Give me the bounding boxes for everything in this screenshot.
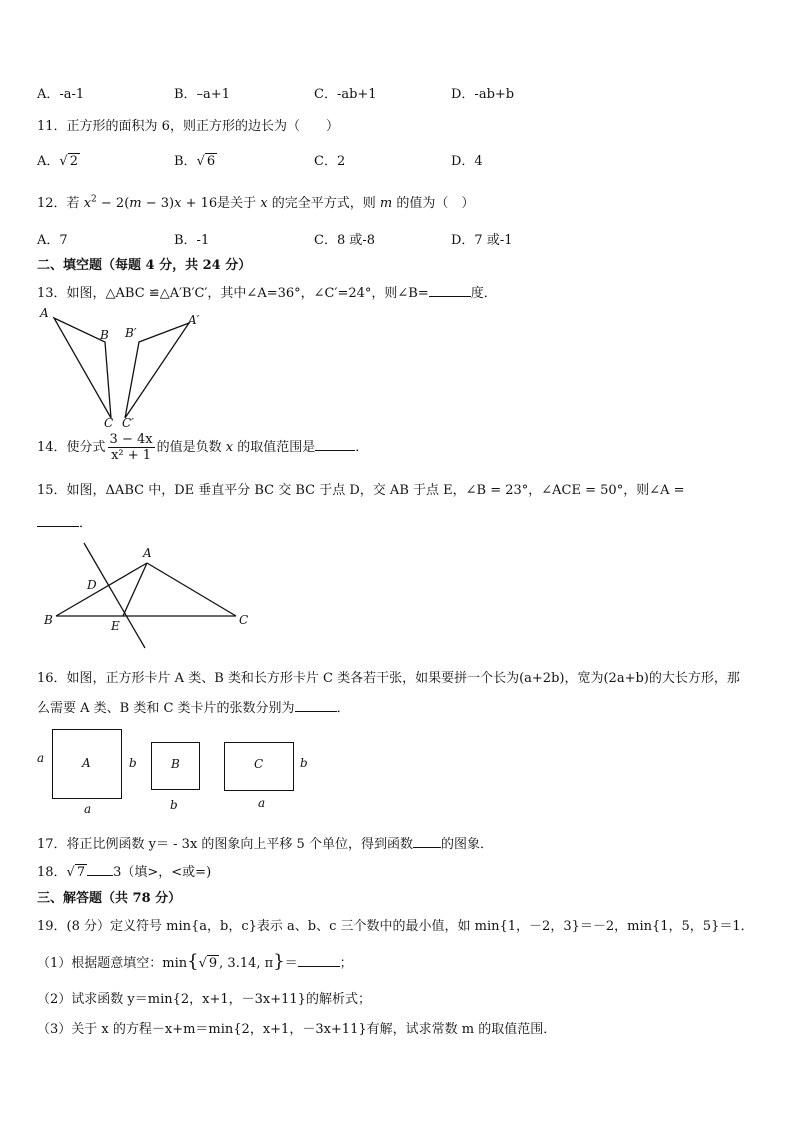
q10-option-a: A．-a-1: [37, 87, 85, 102]
card-a: [52, 729, 122, 799]
q12-option-b: B．-1: [174, 233, 210, 248]
q19-part1-answer-blank[interactable]: [298, 965, 340, 967]
q11-options: [37, 150, 757, 170]
q17-stem: [37, 833, 493, 852]
label-c: C: [239, 613, 249, 627]
q11-option-a: [37, 150, 80, 169]
q12-expr-mid: − 2(: [96, 196, 130, 211]
segment-ae: [123, 563, 147, 616]
q18-prefix: 18．: [37, 865, 67, 880]
card-a-side-label: a: [37, 751, 45, 765]
q16-line2-after: ．: [336, 701, 350, 716]
q11-option-b-label: B．: [174, 154, 197, 169]
card-c: [224, 742, 294, 791]
q13-stem: [37, 282, 497, 301]
q12-prefix: 12．若: [37, 196, 84, 211]
q16-line2-before: 么需要 A 类、B 类和 C 类卡片的张数分别为: [37, 701, 295, 716]
card-b: [151, 742, 200, 790]
segment-ba: [56, 563, 147, 616]
q14-end: ．: [355, 440, 369, 455]
q14-fraction: [108, 432, 155, 463]
q18-answer-blank[interactable]: [87, 874, 113, 876]
q10-option-c: C．-ab+1: [314, 87, 377, 102]
q13-triangles-figure: [36, 305, 216, 430]
q19-part1-eq: ＝: [284, 956, 298, 971]
q15-end: ．: [79, 516, 93, 531]
q13-text-before: 13．如图，△ABC ≌△A′B′C′，其中∠A=36°，∠C′=24°，则∠B=: [37, 286, 429, 301]
q12-var-m: m: [129, 196, 142, 211]
q17-answer-blank[interactable]: [413, 846, 441, 848]
q18-radicand: 7: [76, 865, 86, 880]
q12-text-mid2: 的完全平方式，则: [267, 196, 380, 211]
q15-triangle-figure: [36, 540, 256, 652]
q12-option-c: C．8 或-8: [314, 233, 376, 248]
label-b-prime: B′: [125, 326, 137, 340]
q12-stem: [37, 192, 474, 211]
q11-option-b: [174, 150, 217, 169]
q14-prefix: 14．使分式: [37, 440, 106, 455]
q19-part2: （2）试求函数 y＝min{2，x+1，－3x+11}的解析式；: [37, 992, 371, 1007]
card-a-right-label: b: [129, 756, 137, 770]
q19-intro: 19．(8 分）定义符号 min{a，b，c}表示 a、b、c 三个数中的最小值，如 min{1，－2，3}＝－2，min{1，5，5}＝1．: [37, 919, 754, 934]
q18-after: 3（填>，<或=): [113, 865, 212, 880]
sqrt-symbol: √ 7: [66, 865, 86, 880]
card-b-label: B: [171, 757, 180, 771]
label-e: E: [111, 619, 120, 633]
card-c-label: C: [254, 757, 264, 771]
q14-stem: [37, 432, 368, 463]
sqrt-symbol: √ 9: [198, 956, 218, 971]
q15-answer-blank[interactable]: [37, 525, 79, 527]
q13-text-after: 度．: [470, 286, 497, 301]
q12-text-mid: 是关于: [217, 196, 261, 211]
card-a-bottom-label: a: [84, 802, 92, 816]
q13-answer-blank[interactable]: [429, 295, 471, 297]
label-a-prime: A′: [188, 313, 200, 327]
section-heading-fill-in: 二、填空题（每题 4 分，共 24 分）: [37, 258, 252, 273]
q11-option-b-radicand: 6: [206, 154, 216, 169]
q17-after: 的图象．: [440, 837, 493, 852]
q19-part1-radicand: 9: [208, 956, 218, 971]
q11-option-a-radicand: 2: [69, 154, 78, 169]
q11-option-d: D．4: [451, 154, 483, 169]
label-a: A: [143, 546, 152, 560]
q15-stem: 15．如图，ΔABC 中，DE 垂直平分 BC 交 BC 于点 D，交 AB 于点 E，∠B = 23°，∠ACE = 50°，则∠A =: [37, 483, 685, 498]
q12-text-end: 的值为（ ）: [392, 196, 475, 211]
q10-option-d: D．-ab+b: [451, 87, 515, 102]
label-b: B: [44, 613, 53, 627]
q12-var-x3: x: [260, 196, 268, 211]
label-d: D: [87, 578, 97, 592]
q19-part3: （3）关于 x 的方程－x+m＝min{2，x+1，－3x+11}有解，试求常数 m 的取值范围．: [37, 1022, 557, 1037]
right-brace-icon: }: [273, 951, 285, 972]
card-a-label: A: [82, 756, 91, 770]
q18-stem: [37, 861, 211, 880]
q16-answer-blank[interactable]: [295, 710, 337, 712]
q12-var-x: x: [83, 196, 92, 211]
card-b-bottom-label: b: [170, 798, 178, 812]
card-c-right-label: b: [300, 756, 308, 770]
q14-mid: 的值是负数: [156, 440, 226, 455]
q15-line2: [37, 512, 92, 531]
q16-line2: [37, 697, 350, 716]
q12-option-d: D．7 或-1: [451, 233, 513, 248]
segment-ac: [147, 563, 236, 616]
q12-expr-tail: − 3): [141, 196, 175, 211]
label-a: A: [40, 306, 49, 320]
q11-option-c: C．2: [314, 154, 346, 169]
q14-suffix: 的取值范围是: [233, 440, 316, 455]
q10-option-b: B．–a+1: [174, 87, 230, 102]
label-b: B: [100, 328, 109, 342]
q14-var: x: [225, 440, 234, 455]
q16-stem: 16．如图，正方形卡片 A 类、B 类和长方形卡片 C 类各若干张，如果要拼一个长为(a+2b)，宽为(2a+b)的大长方形，那: [37, 671, 740, 686]
q19-part1-end: ；: [339, 956, 353, 971]
sqrt-symbol: √ 2: [59, 154, 78, 169]
q14-numerator: 3 − 4x: [109, 432, 153, 447]
q19-part1-rest: , 3.14, π: [219, 956, 274, 971]
q12-var-m2: m: [379, 196, 393, 211]
q12-options: [37, 229, 757, 249]
q19-part1-before: （1）根据题意填空：min: [37, 956, 188, 971]
q12-var-x2: x: [174, 196, 182, 211]
label-c-prime: C′: [122, 416, 134, 430]
left-brace-icon: {: [187, 951, 199, 972]
sqrt-symbol: √ 6: [196, 154, 216, 169]
q11-option-a-label: A．: [37, 154, 60, 169]
q12-option-a: A．7: [37, 233, 68, 248]
card-c-bottom-label: a: [258, 796, 266, 810]
section-heading-solve: 三、解答题（共 78 分）: [37, 891, 182, 906]
q12-exponent: 2: [91, 194, 97, 205]
q12-expr-end: + 16: [181, 196, 218, 211]
q19-part1: [37, 951, 353, 972]
q14-denominator: x² + 1: [111, 448, 152, 463]
q17-before: 17．将正比例函数 y＝ - 3x 的图象向上平移 5 个单位，得到函数: [37, 837, 413, 852]
label-c: C: [104, 416, 114, 430]
q11-stem: 11．正方形的面积为 6，则正方形的边长为（ ）: [37, 119, 339, 134]
q10-options: [37, 83, 757, 103]
q14-answer-blank[interactable]: [315, 449, 355, 451]
